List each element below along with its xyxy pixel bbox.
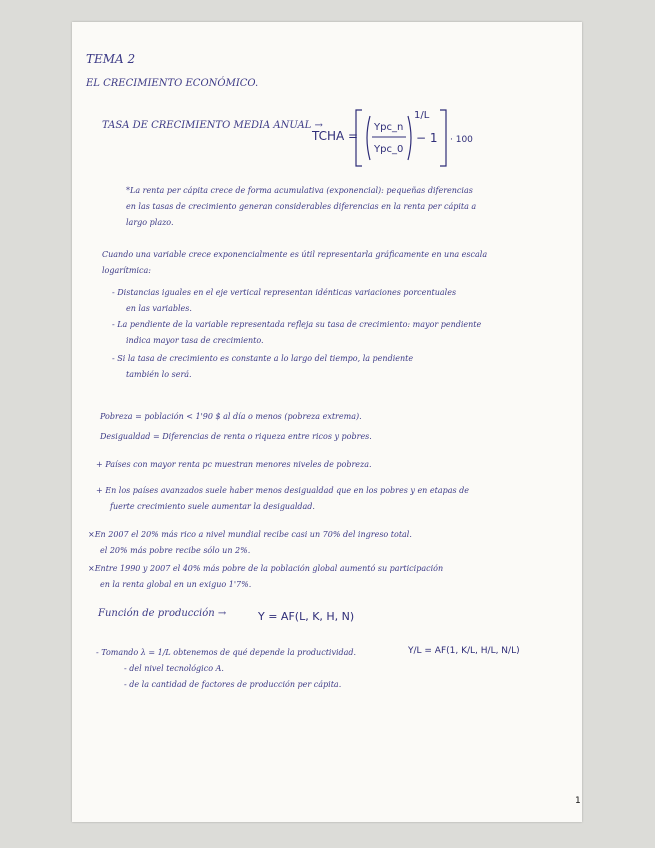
note-line: largo plazo. [126,218,174,227]
log-intro: logarítmica: [102,266,151,275]
productivity-formula: Y/L = AF(1, K/L, H/L, N/L) [408,646,520,656]
formula-denominator: Ypc_0 [374,144,404,155]
productivity-sub: - de la cantidad de factores de producción per cápita. [124,680,342,689]
log-bullet: - Distancias iguales en el eje vertical representan idénticas variaciones porcentuales [112,288,457,297]
plus-note: + En los países avanzados suele haber menos desigualdad que en los pobres y en etapas de [96,486,469,495]
log-bullet: - La pendiente de la variable representada refleja su tasa de crecimiento: mayor pendiente [112,320,482,329]
log-bullet: - Si la tasa de crecimiento es constante a lo largo del tiempo, la pendiente [112,354,414,363]
log-bullet: en las variables. [126,304,192,313]
definition-inequality: Desigualdad = Diferencias de renta o riqueza entre ricos y pobres. [100,432,372,441]
productivity-sub: - del nivel tecnológico A. [124,664,224,673]
topic-title: TEMA 2 [86,52,136,66]
productivity-line: - Tomando λ = 1/L obtenemos de qué depende la productividad. [96,648,357,657]
tcha-lhs: TCHA = [312,129,359,143]
growth-rate-formula [308,104,478,172]
note-line: en las tasas de crecimiento generan considerables diferencias en la renta per cápita a [126,202,477,211]
x-note: el 20% más pobre recibe sólo un 2%. [100,546,251,555]
note-line: *La renta per cápita crece de forma acumulativa (exponencial): pequeñas diferencias [126,186,473,195]
plus-note: fuerte crecimiento suele aumentar la desigualdad. [110,502,315,511]
growth-rate-label: TASA DE CRECIMIENTO MEDIA ANUAL → [102,120,323,131]
page-number: 1 [575,796,581,806]
log-bullet: indica mayor tasa de crecimiento. [126,336,264,345]
formula-exponent: 1/L [414,110,430,121]
log-bullet: también lo será. [126,370,192,379]
formula-minus-one: − 1 [416,131,438,145]
x-note: ×En 2007 el 20% más rico a nivel mundial recibe casi un 70% del ingreso total. [88,530,412,539]
x-note: en la renta global en un exiguo 1'7%. [100,580,252,589]
x-note: ×Entre 1990 y 2007 el 40% más pobre de la población global aumentó su participación [88,564,444,573]
plus-note: + Países con mayor renta pc muestran menores niveles de pobreza. [96,460,372,469]
topic-subtitle: EL CRECIMIENTO ECONÓMICO. [86,78,259,89]
formula-times-100: · 100 [450,135,473,145]
log-intro: Cuando una variable crece exponencialmente es útil representarla gráficamente en una escala [102,250,488,259]
definition-poverty: Pobreza = población < 1'90 $ al día o menos (pobreza extrema). [100,412,362,421]
production-label: Función de producción → [98,608,227,619]
formula-numerator: Ypc_n [374,122,404,133]
production-formula: Y = AF(L, K, H, N) [258,610,355,623]
